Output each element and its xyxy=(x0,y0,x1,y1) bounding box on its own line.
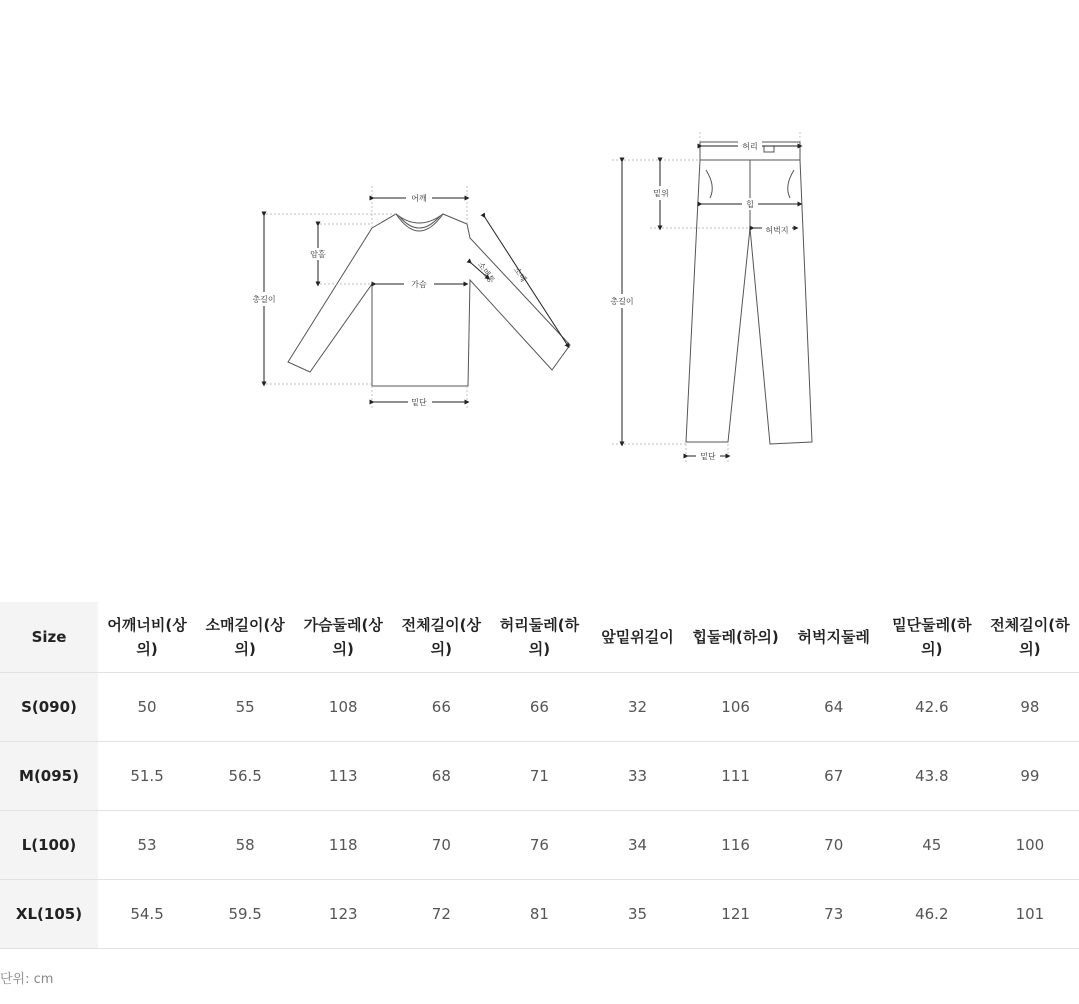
table-cell: 106 xyxy=(687,673,785,742)
table-cell: 98 xyxy=(981,673,1079,742)
table-cell: 58 xyxy=(196,811,294,880)
table-cell: 111 xyxy=(687,742,785,811)
table-cell: 35 xyxy=(588,880,686,949)
shirt-illustration xyxy=(288,214,570,386)
table-cell: 73 xyxy=(785,880,883,949)
table-cell: 70 xyxy=(392,811,490,880)
table-cell: 81 xyxy=(490,880,588,949)
table-cell: 54.5 xyxy=(98,880,196,949)
size-cell: M(095) xyxy=(0,742,98,811)
pants-label-bg xyxy=(608,140,792,462)
table-cell: 55 xyxy=(196,673,294,742)
table-cell: 123 xyxy=(294,880,392,949)
bottom-hem-label: 밑단 xyxy=(700,452,716,461)
table-cell: 116 xyxy=(687,811,785,880)
table-cell: 100 xyxy=(981,811,1079,880)
table-cell: 53 xyxy=(98,811,196,880)
bottom-length-label: 총길이 xyxy=(610,297,634,306)
table-cell: 70 xyxy=(785,811,883,880)
table-row xyxy=(0,811,1079,880)
top-length-label: 총길이 xyxy=(252,295,276,304)
shoulder-label: 어깨 xyxy=(411,194,427,203)
sleeve-label: 소매 xyxy=(512,265,529,284)
table-cell: 71 xyxy=(490,742,588,811)
thigh-label: 허벅지 xyxy=(765,226,789,235)
column-header: 가슴둘레(상의) xyxy=(294,602,392,673)
unit-note: 단위: cm xyxy=(0,972,54,987)
column-header: 허리둘레(하의) xyxy=(490,602,588,673)
table-row xyxy=(0,742,1079,811)
table-cell: 45 xyxy=(883,811,981,880)
table-cell: 34 xyxy=(588,811,686,880)
table-cell: 68 xyxy=(392,742,490,811)
table-cell: 33 xyxy=(588,742,686,811)
table-cell: 66 xyxy=(392,673,490,742)
hip-label: 힙 xyxy=(746,200,754,209)
size-cell: S(090) xyxy=(0,673,98,742)
table-cell: 72 xyxy=(392,880,490,949)
armhole-label: 암홀 xyxy=(310,250,326,259)
column-header: 전체길이(상의) xyxy=(392,602,490,673)
table-cell: 118 xyxy=(294,811,392,880)
table-cell: 108 xyxy=(294,673,392,742)
table-cell: 56.5 xyxy=(196,742,294,811)
table-cell: 76 xyxy=(490,811,588,880)
column-header: 앞밑위길이 xyxy=(588,602,686,673)
chest-label: 가슴 xyxy=(411,280,427,289)
size-table xyxy=(0,602,1079,949)
column-header: 힙둘레(하의) xyxy=(687,602,785,673)
pants-illustration xyxy=(686,142,812,444)
table-cell: 67 xyxy=(785,742,883,811)
table-cell: 46.2 xyxy=(883,880,981,949)
column-header: Size xyxy=(0,602,98,673)
rise-label: 밑위 xyxy=(653,189,669,198)
shirt-label-bg xyxy=(252,192,434,408)
size-cell: L(100) xyxy=(0,811,98,880)
table-cell: 99 xyxy=(981,742,1079,811)
table-cell: 50 xyxy=(98,673,196,742)
column-header: 허벅지둘레 xyxy=(785,602,883,673)
pants-guides xyxy=(612,132,800,464)
pants-arrows xyxy=(622,146,800,456)
table-header-row xyxy=(0,602,1079,673)
table-row xyxy=(0,673,1079,742)
table-cell: 64 xyxy=(785,673,883,742)
sleeve-width-label: 소매통 xyxy=(476,260,497,285)
table-row xyxy=(0,880,1079,949)
table-cell: 51.5 xyxy=(98,742,196,811)
top-hem-label: 밑단 xyxy=(411,398,427,407)
table-cell: 101 xyxy=(981,880,1079,949)
column-header: 전체길이(하의) xyxy=(981,602,1079,673)
column-header: 어깨너비(상의) xyxy=(98,602,196,673)
table-cell: 59.5 xyxy=(196,880,294,949)
table-cell: 66 xyxy=(490,673,588,742)
table-cell: 113 xyxy=(294,742,392,811)
size-cell: XL(105) xyxy=(0,880,98,949)
column-header: 밑단둘레(하의) xyxy=(883,602,981,673)
table-cell: 121 xyxy=(687,880,785,949)
table-cell: 43.8 xyxy=(883,742,981,811)
waist-label: 허리 xyxy=(742,142,758,151)
table-cell: 32 xyxy=(588,673,686,742)
table-cell: 42.6 xyxy=(883,673,981,742)
column-header: 소매길이(상의) xyxy=(196,602,294,673)
